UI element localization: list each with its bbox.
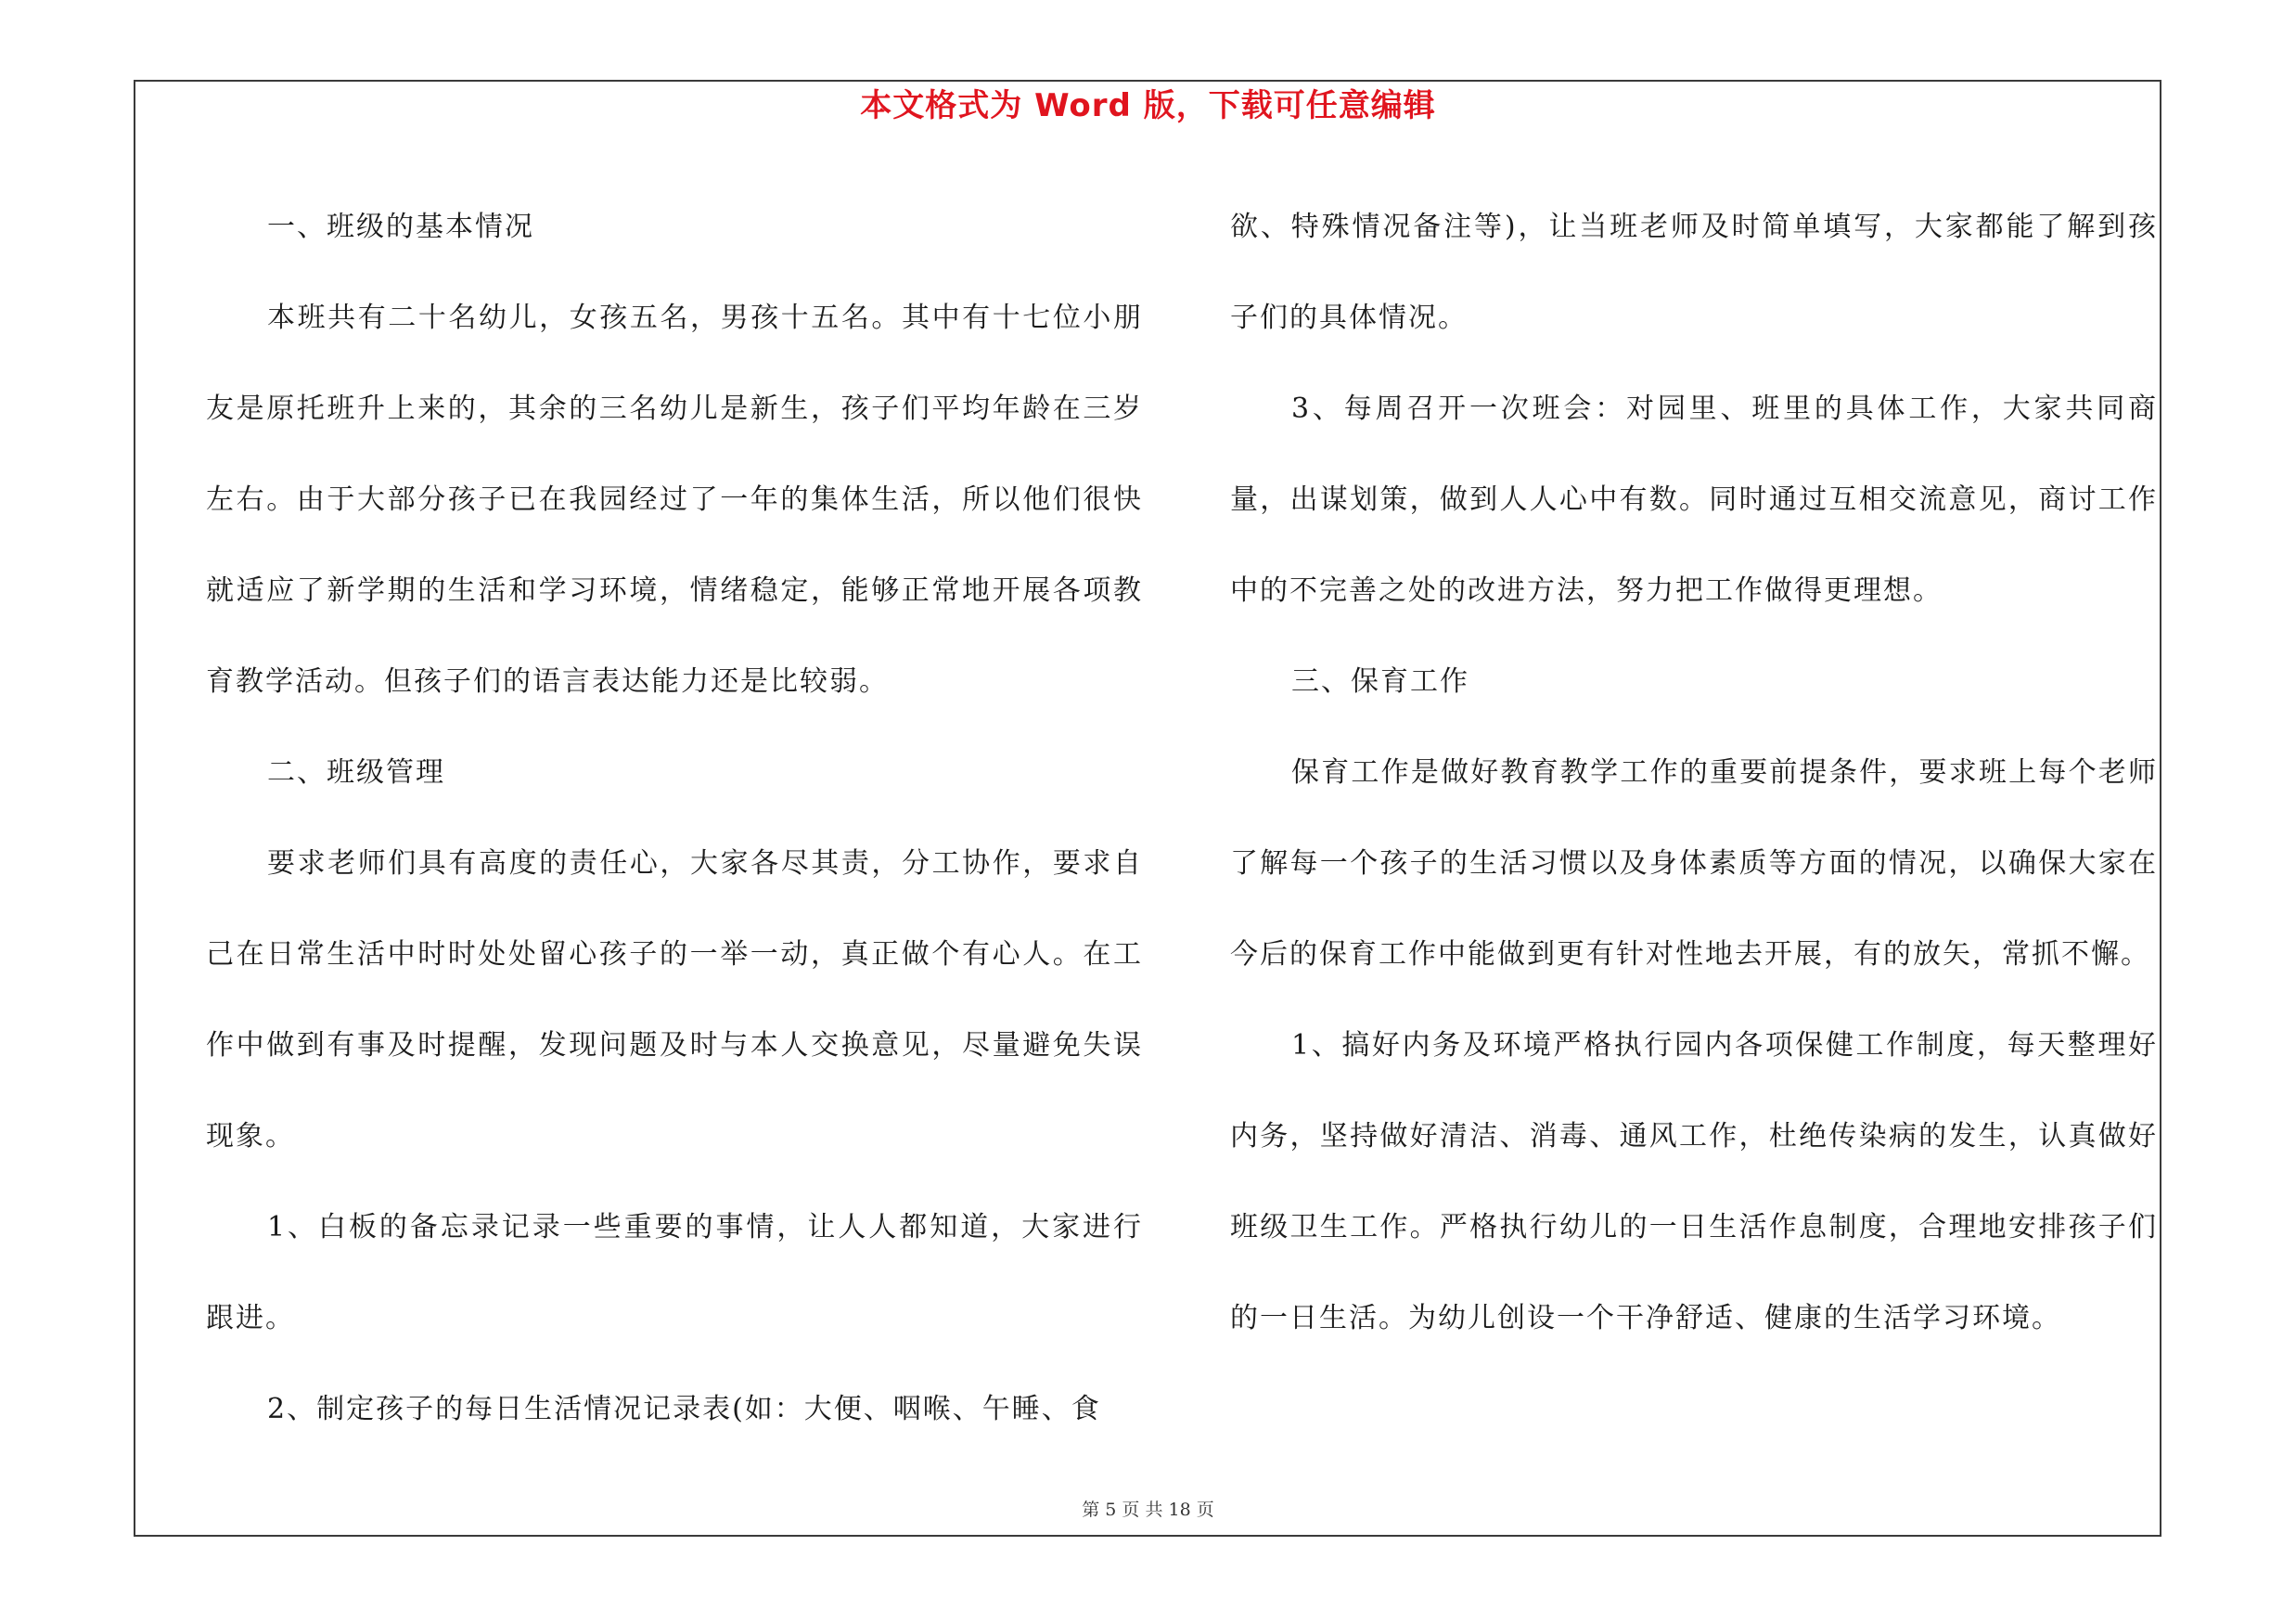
section-heading-class-management: 二、班级管理 <box>267 756 445 789</box>
paragraph-daily-record-continued: 欲、特殊情况备注等)，让当班老师及时简单填写，大家都能了解到孩子们的具体情况。 <box>1230 211 2158 334</box>
page-number-footer: 第 5 页 共 18 页 <box>1082 1500 1214 1520</box>
list-item-whiteboard: 1、白板的备忘录记录一些重要的事情，让人人都知道，大家进行跟进。 <box>206 1211 1143 1334</box>
left-column <box>206 182 1143 1455</box>
list-item-weekly-meeting: 3、每周召开一次班会：对园里、班里的具体工作，大家共同商量，出谋划策，做到人人心中有数。同时通过互相交流意见，商讨工作中的不完善之处的改进方法，努力把工作做得更理想。 <box>1230 393 2158 607</box>
paragraph-class-overview: 本班共有二十名幼儿，女孩五名，男孩十五名。其中有十七位小朋友是原托班升上来的，其余的三名幼儿是新生，孩子们平均年龄在三岁左右。由于大部分孩子已在我园经过了一年的集体生活，所以他们很快就适应了新学期的生活和学习环境，情绪稳定，能够正常地开展各项教育教学活动。但孩子们的语言表达能力还是比较弱。 <box>206 302 1143 698</box>
section-heading-childcare: 三、保育工作 <box>1291 665 1469 698</box>
right-column <box>1230 182 2158 1364</box>
paragraph-teacher-requirements: 要求老师们具有高度的责任心，大家各尽其责，分工协作，要求自己在日常生活中时时处处留心孩子的一举一动，真正做个有心人。在工作中做到有事及时提醒，发现问题及时与本人交换意见，尽量避免失误现象。 <box>206 847 1143 1153</box>
list-item-housekeeping: 1、搞好内务及环境严格执行园内各项保健工作制度，每天整理好内务，坚持做好清洁、消毒、通风工作，杜绝传染病的发生，认真做好班级卫生工作。严格执行幼儿的一日生活作息制度，合理地安排孩子们的一日生活。为幼儿创设一个干净舒适、健康的生活学习环境。 <box>1230 1029 2158 1334</box>
paragraph-childcare-overview: 保育工作是做好教育教学工作的重要前提条件，要求班上每个老师了解每一个孩子的生活习惯以及身体素质等方面的情况，以确保大家在今后的保育工作中能做到更有针对性地去开展，有的放矢，常抓不懈。 <box>1230 756 2158 971</box>
section-heading-basic-info: 一、班级的基本情况 <box>267 211 534 243</box>
format-banner: 本文格式为 Word 版，下载可任意编辑 <box>860 87 1436 124</box>
list-item-daily-record: 2、制定孩子的每日生活情况记录表(如：大便、咽喉、午睡、食 <box>267 1393 1101 1425</box>
